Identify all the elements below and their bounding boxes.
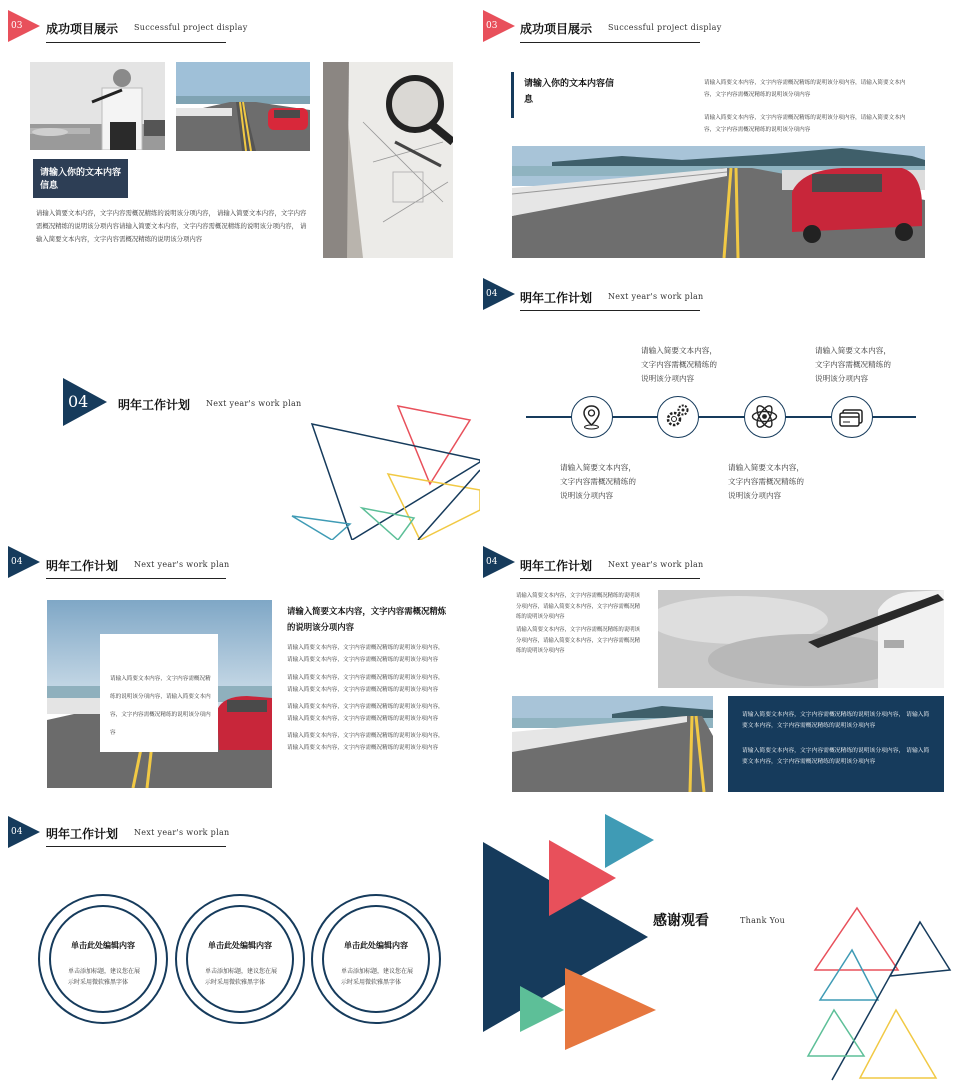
- section-number: 03: [11, 21, 23, 31]
- section-subtitle: Next year's work plan: [134, 828, 230, 837]
- slide-work-plan-collage: [480, 540, 960, 810]
- thank-you-subtitle: Thank You: [740, 916, 786, 925]
- section-title: 明年工作计划: [46, 559, 119, 573]
- circle-body: 单击添加标题，建议您在展示时采用微软雅黑字体: [205, 968, 278, 986]
- road-photo: [176, 62, 310, 151]
- accent-bar: [511, 72, 514, 118]
- circle-title: 单击此处编辑内容: [71, 941, 135, 950]
- header-underline: [520, 42, 700, 43]
- section-title: 明年工作计划: [118, 398, 191, 412]
- paragraph-3: 请输入简要文本内容，文字内容需概况精练的说明该分项内容，请输入简要文本内容，文字内容需概况精练的说明该分项内容: [287, 704, 444, 722]
- section-title: 成功项目展示: [520, 22, 593, 36]
- paragraph-1: 请输入简要文本内容，文字内容需概况精练的说明该分项内容，请输入简要文本内容，文字内容需概况精练的说明该分项内容: [516, 593, 640, 620]
- location-pin-icon: [571, 396, 613, 438]
- heading-text: 请输入你的文本内容信息: [524, 79, 615, 105]
- atom-icon: [744, 396, 786, 438]
- header-underline: [46, 846, 226, 847]
- circle-inner-ring: [186, 905, 294, 1013]
- section-number: 04: [11, 557, 23, 567]
- pilot-photo: [30, 62, 165, 150]
- section-subtitle: Next year's work plan: [608, 292, 704, 301]
- slide-work-plan-photo-card: [0, 540, 480, 810]
- text-box-dark: [33, 159, 128, 198]
- blueprint-magnifier-photo: [323, 62, 453, 258]
- circle-body: 单击添加标题，建议您在展示时采用微软雅黑字体: [68, 968, 141, 986]
- text-box-label: 请输入你的文本内容信息: [40, 168, 122, 191]
- paragraph-4: 请输入简要文本内容，文字内容需概况精练的说明该分项内容，请输入简要文本内容，文字内容需概况精练的说明该分项内容: [287, 733, 444, 751]
- slide-work-plan-title: [0, 270, 480, 540]
- header-underline: [520, 578, 700, 579]
- header-underline: [46, 42, 226, 43]
- info-box: [728, 696, 944, 792]
- section-title: 明年工作计划: [520, 559, 593, 573]
- paragraph-1: 请输入简要文本内容，文字内容需概况精练的说明该分项内容，请输入简要文本内容，文字内容需概况精练的说明该分项内容: [704, 80, 906, 98]
- credit-card-icon: [831, 396, 873, 438]
- slide-work-plan-timeline: [480, 270, 960, 540]
- heading-text: 请输入简要文本内容，文字内容需概况精炼的说明该分项内容: [287, 606, 447, 632]
- paragraph-1: 请输入简要文本内容，文字内容需概况精练的说明该分项内容，请输入简要文本内容，文字内容需概况精练的说明该分项内容: [287, 645, 444, 663]
- paragraph-2: 请输入简要文本内容，文字内容需概况精练的说明该分项内容，请输入简要文本内容，文字内容需概况精练的说明该分项内容: [516, 627, 640, 654]
- circle-card-1[interactable]: [38, 894, 168, 1024]
- section-number: 04: [486, 289, 498, 299]
- section-title: 明年工作计划: [520, 291, 593, 305]
- circle-title: 单击此处编辑内容: [208, 941, 272, 950]
- section-subtitle: Next year's work plan: [134, 560, 230, 569]
- road-banner-photo: [512, 146, 925, 258]
- info-box-paragraph-1: 请输入简要文本内容，文字内容需概况精练的说明该分项内容， 请输入简要文本内容，文字内容需概况精练的说明该分项内容: [742, 712, 930, 729]
- slide-success-projects-2: [480, 0, 960, 270]
- circle-card-2[interactable]: [175, 894, 305, 1024]
- section-number: 04: [68, 392, 89, 411]
- timeline-text-top-right: 请输入简要文本内容，文字内容需概况精练的说明该分项内容: [815, 346, 891, 383]
- circle-card-3[interactable]: [311, 894, 441, 1024]
- slide-thank-you: [480, 810, 960, 1084]
- timeline-text-top-left: 请输入简要文本内容，文字内容需概况精练的说明该分项内容: [641, 346, 717, 383]
- section-title: 成功项目展示: [46, 22, 119, 36]
- section-subtitle: Next year's work plan: [608, 560, 704, 569]
- section-subtitle: Successful project display: [134, 23, 248, 32]
- slide-work-plan-circles: [0, 810, 480, 1084]
- info-box-paragraph-2: 请输入简要文本内容，文字内容需概况精练的说明该分项内容， 请输入简要文本内容，文字内容需概况精练的说明该分项内容: [742, 748, 930, 765]
- section-subtitle: Next year's work plan: [206, 399, 302, 408]
- section-number: 04: [486, 557, 498, 567]
- section-number: 04: [11, 827, 23, 837]
- decorative-triangles: [480, 810, 960, 1084]
- timeline-text-bottom-left: 请输入简要文本内容，文字内容需概况精练的说明该分项内容: [560, 463, 636, 500]
- circle-title: 单击此处编辑内容: [344, 941, 408, 950]
- header-underline: [46, 578, 226, 579]
- slide-success-projects-1: [0, 0, 480, 270]
- road-small-photo: [512, 696, 713, 792]
- circle-body: 单击添加标题，建议您在展示时采用微软雅黑字体: [341, 968, 414, 986]
- timeline-text-bottom-right: 请输入简要文本内容，文字内容需概况精练的说明该分项内容: [728, 463, 804, 500]
- body-paragraph: 请输入简要文本内容，文字内容需概况精练的说明该分项内容， 请输入简要文本内容，文字内容需概况精练的说明该分项内容请输入简要文本内容，文字内容需概况精练的说明该分项内容， 请输入简要文本内容，文字内容需概况精练的说明该分项内容: [36, 209, 307, 243]
- text-card: [100, 634, 218, 752]
- paragraph-2: 请输入简要文本内容，文字内容需概况精练的说明该分项内容，请输入简要文本内容，文字内容需概况精练的说明该分项内容: [287, 675, 444, 693]
- circle-inner-ring: [322, 905, 430, 1013]
- section-number: 03: [486, 21, 498, 31]
- pilot-banner-photo: [658, 590, 944, 688]
- section-title: 明年工作计划: [46, 827, 119, 841]
- thank-you-title: 感谢观看: [653, 913, 709, 929]
- section-subtitle: Successful project display: [608, 23, 722, 32]
- header-underline: [520, 310, 700, 311]
- paragraph-2: 请输入简要文本内容，文字内容需概况精练的说明该分项内容，请输入简要文本内容，文字内容需概况精练的说明该分项内容: [704, 115, 906, 133]
- decorative-triangles: [288, 400, 480, 540]
- text-card-body: 请输入简要文本内容，文字内容需概况精练的说明该分项内容，请输入简要文本内容，文字内容需概况精练的说明该分项内容: [110, 676, 211, 736]
- gears-icon: [657, 396, 699, 438]
- circle-inner-ring: [49, 905, 157, 1013]
